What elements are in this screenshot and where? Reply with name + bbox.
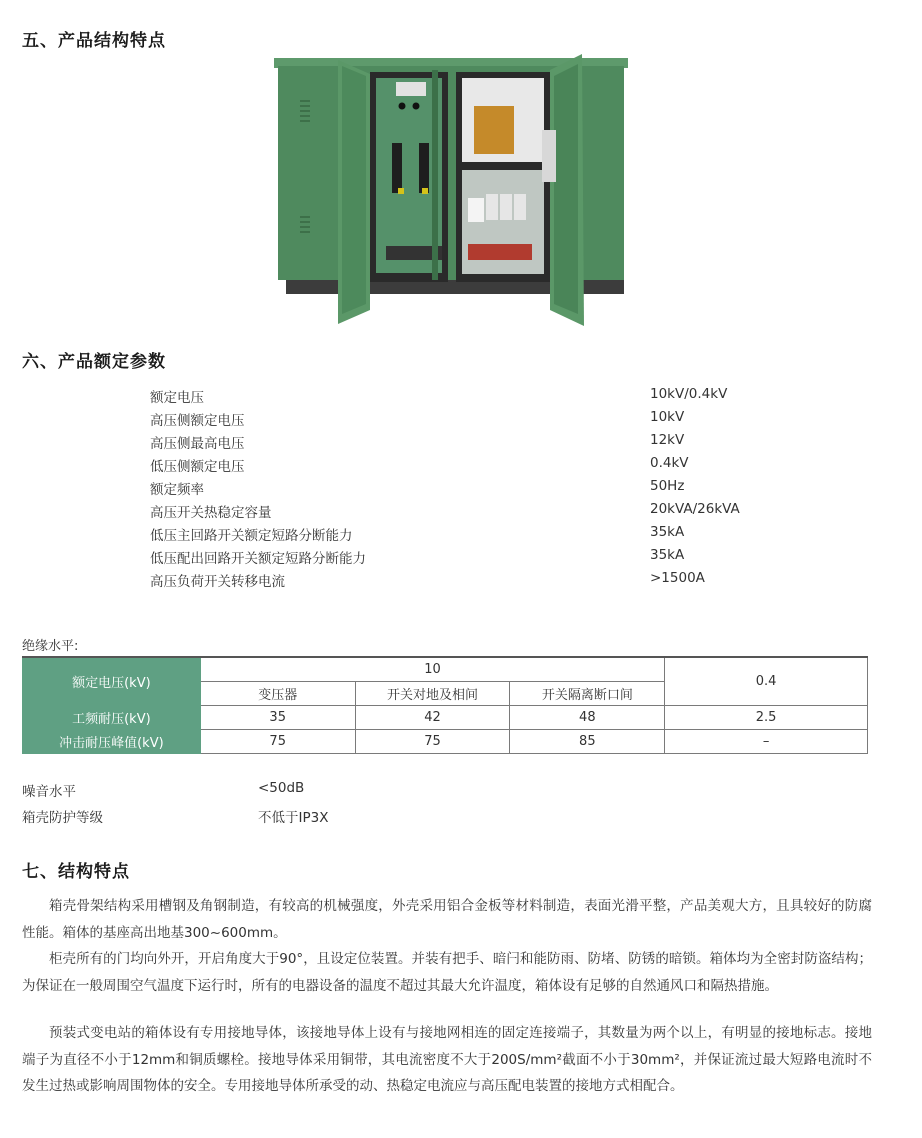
param-name: 高压开关热稳定容量 [150, 505, 272, 521]
insulation-table [22, 656, 868, 754]
noise-level-label: 噪音水平 [22, 784, 76, 800]
param-value: 35kA [650, 524, 685, 540]
table-cell: 48 [510, 706, 665, 730]
noise-level-value: <50dB [258, 780, 305, 796]
header-10kv: 10 [200, 657, 664, 682]
param-row [150, 570, 850, 593]
table-cell: 75 [355, 730, 510, 754]
table-cell: 2.5 [665, 706, 868, 730]
param-name: 高压侧最高电压 [150, 436, 245, 452]
table-row [23, 706, 868, 730]
insulation-label: 绝缘水平: [22, 639, 79, 654]
table-cell: 85 [510, 730, 665, 754]
param-row [150, 501, 850, 524]
param-value: 10kV [650, 409, 685, 425]
param-value: 0.4kV [650, 455, 689, 471]
structure-paragraph-2: 柜壳所有的门均向外开，开启角度大于90°，且设定位装置。并装有把手、暗闩和能防雨、防堵、防锈的暗锁。箱体均为全密封防盗结构；为保证在一般周围空气温度下运行时，所有的电器设备的温度不超过其最大允许温度，箱体设有足够的自然通风口和隔热措施。 [22, 951, 872, 994]
param-value: 12kV [650, 432, 685, 448]
param-row [150, 455, 850, 478]
param-value: 10kV/0.4kV [650, 386, 728, 402]
param-row [150, 524, 850, 547]
table-row [23, 657, 868, 682]
table-row [23, 730, 868, 754]
param-name: 高压侧额定电压 [150, 413, 245, 429]
noise-level-row [22, 780, 305, 800]
param-value: 20kVA/26kVA [650, 501, 740, 517]
param-name: 高压负荷开关转移电流 [150, 574, 285, 590]
section7-title: 七、结构特点 [22, 862, 130, 882]
protection-grade-row [22, 806, 329, 826]
table-cell: 75 [200, 730, 355, 754]
section6-title: 六、产品额定参数 [22, 352, 166, 372]
param-row [150, 478, 850, 501]
sub-header-cell: 开关隔离断口间 [510, 682, 665, 706]
param-row [150, 547, 850, 570]
param-value: 50Hz [650, 478, 685, 494]
sub-header-cell: 开关对地及相间 [355, 682, 510, 706]
protection-grade-label: 箱壳防护等级 [22, 810, 103, 826]
structure-paragraph-1: 箱壳骨架结构采用槽钢及角钢制造，有较高的机械强度，外壳采用铝合金板等材料制造，表面光滑平整，产品美观大方，且具较好的防腐性能。箱体的基座高出地基300~600mm。 [22, 898, 872, 941]
table-cell: – [665, 730, 868, 754]
param-value: >1500A [650, 570, 705, 586]
param-name: 额定电压 [150, 390, 204, 406]
protection-grade-value: 不低于IP3X [258, 810, 329, 826]
param-name: 低压主回路开关额定短路分断能力 [150, 528, 353, 544]
row-header: 冲击耐压峰值(kV) [23, 730, 201, 754]
table-cell: 42 [355, 706, 510, 730]
row-header: 工频耐压(kV) [23, 706, 201, 730]
param-row [150, 432, 850, 455]
param-name: 低压配出回路开关额定短路分断能力 [150, 551, 366, 567]
header-04kv: 0.4 [665, 657, 868, 706]
section5-title: 五、产品结构特点 [22, 31, 166, 51]
substation-cabinet-photo [272, 48, 632, 330]
param-name: 额定频率 [150, 482, 204, 498]
header-rated-voltage: 额定电压(kV) [23, 657, 201, 706]
param-name: 低压侧额定电压 [150, 459, 245, 475]
param-row [150, 386, 850, 409]
param-row [150, 409, 850, 432]
param-value: 35kA [650, 547, 685, 563]
structure-paragraph-3: 预装式变电站的箱体设有专用接地导体，该接地导体上设有与接地网相连的固定连接端子，其数量为两个以上，有明显的接地标志。接地端子为直径不小于12mm和铜质螺栓。接地导体采用铜带，其电流密度不大于200S/mm²截面不小于30mm²，并保证流过最大短路电流时不发生过热或影响周围物体的安全。专用接地导体所承受的动、热稳定电流应与高压配电装置的接地方式相配合。 [22, 1025, 872, 1094]
table-cell: 35 [200, 706, 355, 730]
sub-header-cell: 变压器 [200, 682, 355, 706]
